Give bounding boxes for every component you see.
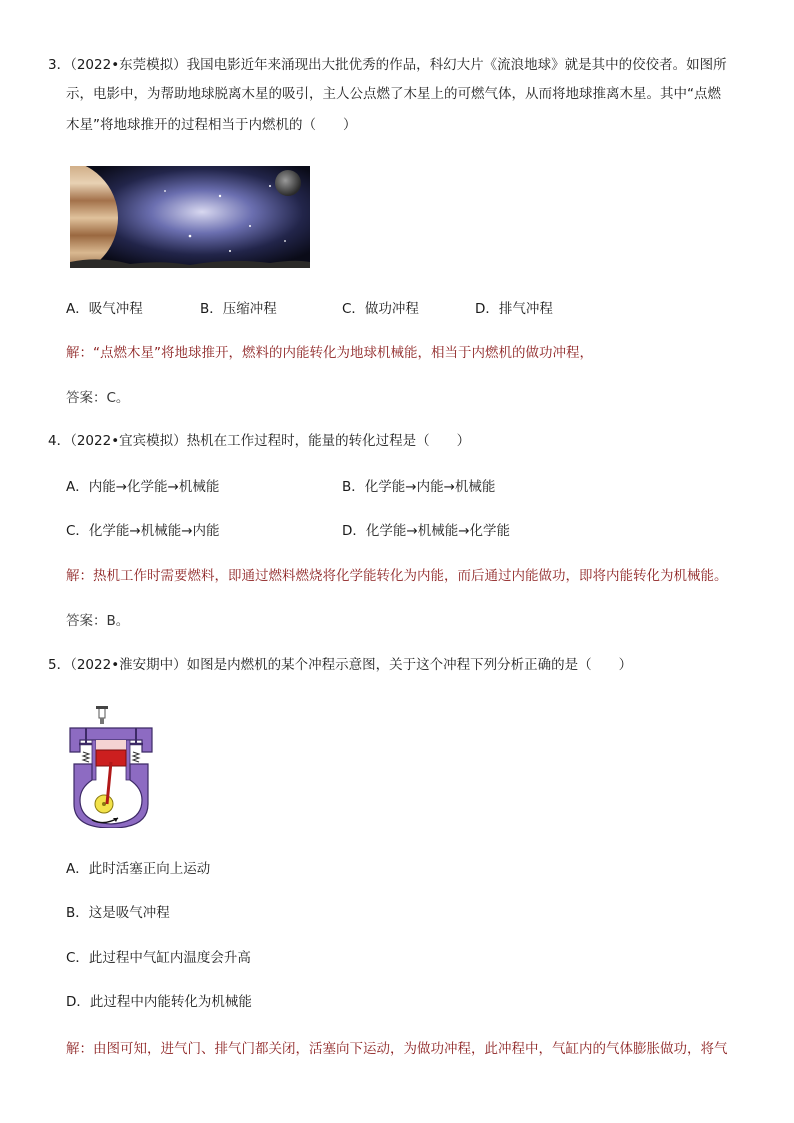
q3-stem-line3: 木星”将地球推开的过程相当于内燃机的（ ） [66,117,357,133]
q3-answer: 答案：C。 [66,390,130,406]
q3-stem-line2: 示，电影中，为帮助地球脱离木星的吸引，主人公点燃了木星上的可燃气体，从而将地球推离木星。其中“点燃 [66,86,721,102]
q5-option-a: A．此时活塞正向上运动 [66,861,211,877]
wandering-earth-image [70,166,310,268]
q3-option-c: C．做功冲程 [342,301,419,317]
q4-answer: 答案：B。 [66,613,130,629]
q4-option-c: C．化学能→机械能→内能 [66,523,220,539]
q4-solution: 解：热机工作时需要燃料，即通过燃料燃烧将化学能转化为内能，而后通过内能做功，即将内能转化为机械能。 [66,568,728,584]
q3-option-d: D．排气冲程 [475,301,553,317]
q5-solution: 解：由图可知，进气门、排气门都关闭，活塞向下运动，为做功冲程，此冲程中，气缸内的气体膨胀做功，将气 [66,1041,728,1057]
q3-stem-line1: 3．（2022•东莞模拟）我国电影近年来涌现出大批优秀的作品，科幻大片《流浪地球》就是其中的佼佼者。如图所 [48,57,727,73]
q5-option-d: D．此过程中内能转化为机械能 [66,994,252,1010]
q4-option-d: D．化学能→机械能→化学能 [342,523,511,539]
q3-option-a: A．吸气冲程 [66,301,143,317]
q4-option-b: B．化学能→内能→机械能 [342,479,496,495]
q3-option-b: B．压缩冲程 [200,301,277,317]
q3-solution: 解：“点燃木星”将地球推开，燃料的内能转化为地球机械能，相当于内燃机的做功冲程， [66,345,593,361]
q5-stem: 5．（2022•淮安期中）如图是内燃机的某个冲程示意图，关于这个冲程下列分析正确的是（ ） [48,657,633,673]
q4-option-a: A．内能→化学能→机械能 [66,479,220,495]
q5-option-b: B．这是吸气冲程 [66,905,170,921]
q4-stem: 4．（2022•宜宾模拟）热机在工作过程时，能量的转化过程是（ ） [48,433,471,449]
engine-stroke-diagram [66,704,158,828]
q5-option-c: C．此过程中气缸内温度会升高 [66,950,251,966]
